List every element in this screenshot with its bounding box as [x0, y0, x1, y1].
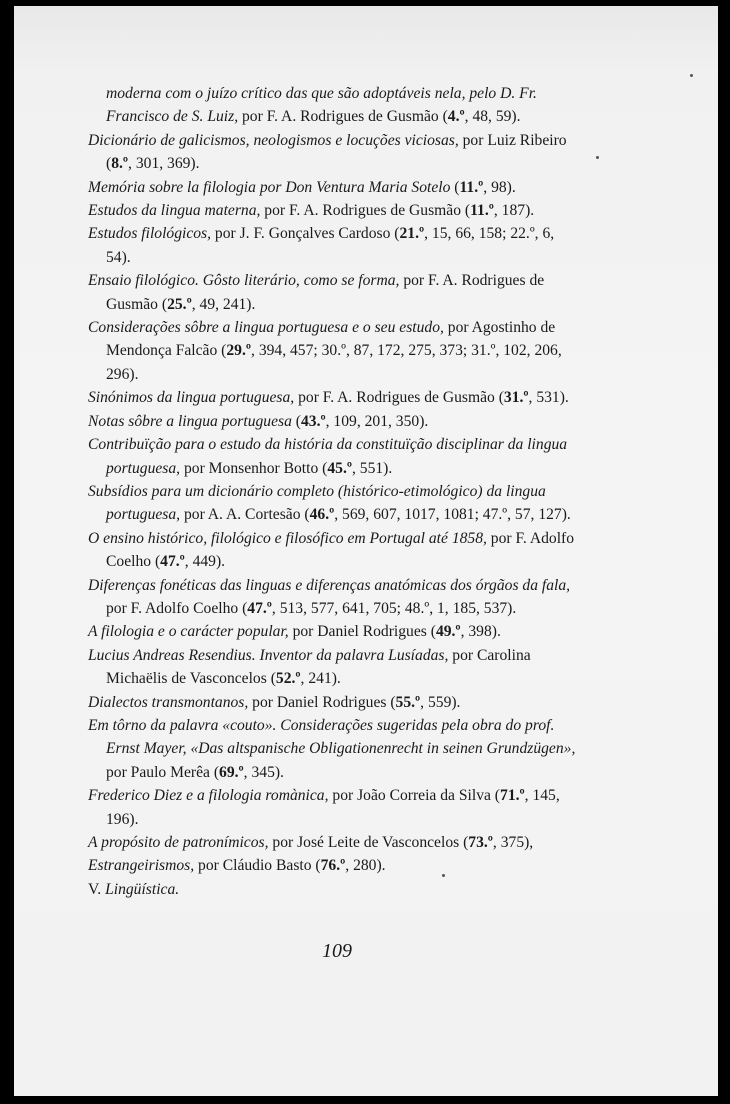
bib-entry: Em tôrno da palavra «couto». Considerações sugeridas pela obra do prof. Ernst Mayer, «Das altspanische Obligationenrecht in seinen Grundzügen», por Paulo Merêa (69.º, 345). — [88, 716, 576, 781]
bib-entry: Contribuïção para o estudo da história da constituïção disciplinar da lingua portuguesa, por Monsenhor Botto (45.º, 551). — [88, 436, 568, 477]
bib-entry: Estudos filológicos, por J. F. Gonçalves Cardoso (21.º, 15, 66, 158; 22.º, 6, 54). — [88, 225, 555, 266]
bib-entry: Estudos da lingua materna, por F. A. Rodrigues de Gusmão (11.º, 187). — [88, 202, 535, 220]
bib-entry: Ensaio filológico. Gôsto literário, como se forma, por F. A. Rodrigues de Gusmão (25.º, 49, 241). — [88, 272, 545, 313]
bib-entry: Dicionário de galicismos, neologismos e locuções viciosas, por Luiz Ribeiro (8.º, 301, 369). — [88, 131, 567, 173]
bib-entry: Frederico Diez e a filologia romànica, por João Correia da Silva (71.º, 145, 196). — [88, 787, 560, 828]
bib-entry: Subsídios para um dicionário completo (histórico-etimológico) da lingua portuguesa, por A. A. Cortesão (46.º, 569, 607, 1017, 1081; 47.º, 57, 127). — [88, 482, 571, 524]
bib-entry: Considerações sôbre a lingua portuguesa e o seu estudo, por Agostinho de Mendonça Falcão (29.º, 394, 457; 30.º, 87, 172, 275, 373; 31.º, 102, 206, 296). — [88, 319, 562, 383]
speck — [596, 156, 599, 159]
bib-entry: Estrangeirismos, por Cláudio Basto (76.º, 280). — [88, 857, 386, 875]
bib-entry: Sinónimos da lingua portuguesa, por F. A. Rodrigues de Gusmão (31.º, 531). — [88, 389, 569, 407]
bibliography-list — [88, 82, 576, 901]
section-title: Lingüística. — [105, 880, 180, 898]
bib-entry: Diferenças fonéticas das linguas e diferenças anatómicas dos órgãos da fala, por F. Adolfo Coelho (47.º, 513, 577, 641, 705; 48.º, 1, 185, 537). — [88, 576, 571, 617]
bib-entry: Memória sobre la filologia por Don Ventura Maria Sotelo (11.º, 98). — [88, 178, 516, 196]
bib-entry: A propósito de patronímicos, por José Leite de Vasconcelos (73.º, 375), — [88, 834, 534, 851]
bib-entry: moderna com o juízo crítico das que são adoptáveis nela, pelo D. Fr. Francisco de S. Luiz, por F. A. Rodrigues de Gusmão (4.º, 48, 59). — [106, 85, 537, 126]
section-heading — [88, 878, 576, 901]
section-number: V. — [88, 880, 102, 898]
bib-entry: Lucius Andreas Resendius. Inventor da palavra Lusíadas, por Carolina Michaëlis de Vasconcelos (52.º, 241). — [88, 646, 531, 688]
bib-entry: A filologia e o carácter popular, por Daniel Rodrigues (49.º, 398). — [88, 623, 501, 641]
bib-entry: Dialectos transmontanos, por Daniel Rodrigues (55.º, 559). — [88, 693, 461, 711]
page-number: 109 — [322, 940, 352, 962]
speck — [690, 74, 693, 77]
bib-entry: O ensino histórico, filológico e filosófico em Portugal até 1858, por F. Adolfo Coelho (47.º, 449). — [88, 529, 575, 571]
bib-entry: Notas sôbre a lingua portuguesa (43.º, 109, 201, 350). — [88, 412, 429, 430]
